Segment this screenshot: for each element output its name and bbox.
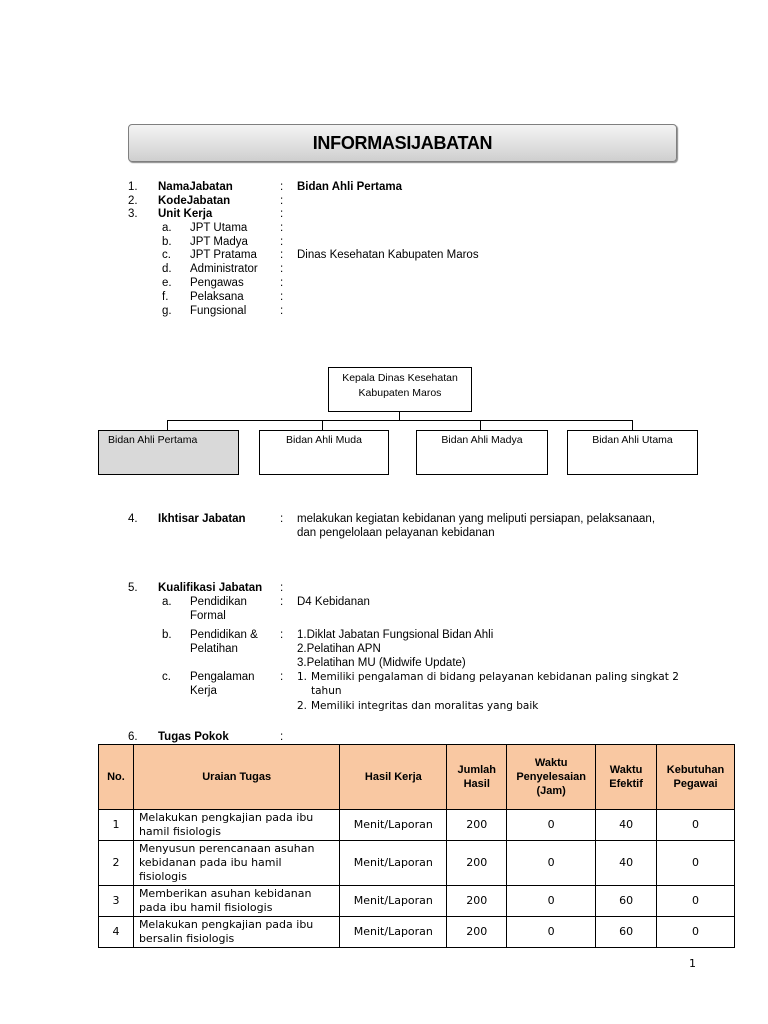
item-number: 2. — [128, 195, 138, 207]
field-label: KodeJabatan — [158, 195, 231, 207]
cell-kebutuhan: 0 — [657, 810, 735, 841]
cell-uraian: Memberikan asuhan kebidanan pada ibu hamil fisiologis — [133, 886, 339, 917]
colon: : — [280, 277, 284, 289]
table-row — [99, 917, 735, 948]
training-item: 2.Pelatihan APN — [297, 643, 381, 655]
field-label: Kualifikasi Jabatan — [158, 582, 263, 594]
item-number: 1. — [128, 181, 138, 193]
colon: : — [280, 195, 284, 207]
colon: : — [280, 236, 284, 248]
field-label: NamaJabatan — [158, 181, 233, 193]
sub-letter: g. — [162, 305, 172, 317]
summary-line: dan pengelolaan pelayanan kebidanan — [297, 527, 495, 539]
cell-waktu: 0 — [507, 841, 596, 886]
experience-item: Memiliki integritas dan moralitas yang baik — [311, 700, 539, 712]
sub-label: Pelatihan — [190, 643, 238, 655]
experience-number: 1. — [297, 671, 308, 683]
training-item: 3.Pelatihan MU (Midwife Update) — [297, 657, 466, 669]
cell-uraian: Menyusun perencanaan asuhan kebidanan pada ibu hamil fisiologis — [133, 841, 339, 886]
sub-letter: c. — [162, 249, 171, 261]
header-jumlah: Jumlah Hasil — [447, 745, 507, 810]
colon: : — [280, 222, 284, 234]
sub-label: Pelaksana — [190, 291, 244, 303]
colon: : — [280, 596, 284, 608]
org-box-bidan-ahli-muda: Bidan Ahli Muda — [259, 430, 389, 475]
summary-line: melakukan kegiatan kebidanan yang meliputi persiapan, pelaksanaan, — [297, 513, 656, 525]
sub-letter: a. — [162, 222, 172, 234]
cell-jumlah: 200 — [447, 841, 507, 886]
cell-uraian: Melakukan pengkajian pada ibu bersalin fisiologis — [133, 917, 339, 948]
field-value: Bidan Ahli Pertama — [297, 181, 403, 193]
sub-label: JPT Utama — [190, 222, 248, 234]
sub-letter: d. — [162, 263, 172, 275]
header-kebutuhan: Kebutuhan Pegawai — [657, 745, 735, 810]
sub-label: JPT Pratama — [190, 249, 257, 261]
sub-label: Pengalaman — [190, 671, 255, 683]
org-head-line2: Kabupaten Maros — [358, 387, 442, 399]
cell-uraian: Melakukan pengkajian pada ibu hamil fisiologis — [133, 810, 339, 841]
cell-hasil: Menit/Laporan — [340, 810, 447, 841]
colon: : — [280, 629, 284, 641]
cell-efektif: 40 — [596, 841, 657, 886]
sub-label: Formal — [190, 610, 226, 622]
experience-item: tahun — [311, 685, 342, 697]
colon: : — [280, 181, 284, 193]
sub-letter: c. — [162, 671, 171, 683]
header-uraian: Uraian Tugas — [133, 745, 339, 810]
page-number: 1 — [689, 957, 696, 970]
table-row — [99, 886, 735, 917]
item-number: 3. — [128, 208, 138, 220]
experience-number: 2. — [297, 700, 308, 712]
colon: : — [280, 582, 284, 594]
training-item: 1.Diklat Jabatan Fungsional Bidan Ahli — [297, 629, 494, 641]
sub-value: Dinas Kesehatan Kabupaten Maros — [297, 249, 479, 261]
cell-waktu: 0 — [507, 886, 596, 917]
colon: : — [280, 305, 284, 317]
cell-efektif: 60 — [596, 917, 657, 948]
cell-jumlah: 200 — [447, 886, 507, 917]
cell-efektif: 60 — [596, 886, 657, 917]
org-connector — [480, 420, 481, 430]
table-row — [99, 810, 735, 841]
cell-kebutuhan: 0 — [657, 841, 735, 886]
sub-letter: a. — [162, 596, 172, 608]
item-number: 4. — [128, 513, 138, 525]
experience-item: Memiliki pengalaman di bidang pelayanan kebidanan paling singkat 2 — [311, 671, 679, 683]
org-head-line1: Kepala Dinas Kesehatan — [342, 372, 458, 384]
cell-efektif: 40 — [596, 810, 657, 841]
document-title: INFORMASIJABATAN — [128, 124, 677, 162]
cell-kebutuhan: 0 — [657, 886, 735, 917]
item-number: 5. — [128, 582, 138, 594]
task-table — [98, 744, 735, 948]
header-no: No. — [99, 745, 134, 810]
cell-waktu: 0 — [507, 917, 596, 948]
cell-waktu: 0 — [507, 810, 596, 841]
cell-kebutuhan: 0 — [657, 917, 735, 948]
field-label: Tugas Pokok — [158, 731, 229, 743]
sub-label: Fungsional — [190, 305, 247, 317]
colon: : — [280, 513, 284, 525]
table-row — [99, 841, 735, 886]
header-efektif: Waktu Efektif — [596, 745, 657, 810]
sub-label: JPT Madya — [190, 236, 248, 248]
org-box-bidan-ahli-pertama: Bidan Ahli Pertama — [98, 430, 239, 475]
sub-label: Administrator — [190, 263, 258, 275]
colon: : — [280, 208, 284, 220]
org-connector — [322, 420, 323, 430]
cell-no: 4 — [99, 917, 134, 948]
colon: : — [280, 671, 284, 683]
org-connector — [167, 420, 632, 421]
colon: : — [280, 249, 284, 261]
cell-no: 2 — [99, 841, 134, 886]
org-connector — [399, 412, 400, 420]
sub-label: Kerja — [190, 685, 217, 697]
org-connector — [632, 420, 633, 430]
org-box-bidan-ahli-utama: Bidan Ahli Utama — [567, 430, 698, 475]
cell-jumlah: 200 — [447, 810, 507, 841]
org-connector — [167, 420, 168, 430]
sub-letter: e. — [162, 277, 172, 289]
sub-label: Pendidikan — [190, 596, 247, 608]
sub-letter: f. — [162, 291, 169, 303]
cell-jumlah: 200 — [447, 917, 507, 948]
colon: : — [280, 291, 284, 303]
sub-label: Pengawas — [190, 277, 244, 289]
org-head-box — [328, 367, 472, 412]
header-hasil: Hasil Kerja — [340, 745, 447, 810]
colon: : — [280, 263, 284, 275]
sub-label: Pendidikan & — [190, 629, 258, 641]
header-waktu: Waktu Penyelesaian (Jam) — [507, 745, 596, 810]
field-label: Unit Kerja — [158, 208, 213, 220]
table-header-row — [99, 745, 735, 810]
cell-hasil: Menit/Laporan — [340, 886, 447, 917]
cell-no: 1 — [99, 810, 134, 841]
item-number: 6. — [128, 731, 138, 743]
org-box-bidan-ahli-madya: Bidan Ahli Madya — [416, 430, 548, 475]
cell-no: 3 — [99, 886, 134, 917]
sub-value: D4 Kebidanan — [297, 596, 370, 608]
colon: : — [280, 731, 284, 743]
field-label: Ikhtisar Jabatan — [158, 513, 246, 525]
cell-hasil: Menit/Laporan — [340, 917, 447, 948]
cell-hasil: Menit/Laporan — [340, 841, 447, 886]
sub-letter: b. — [162, 236, 172, 248]
sub-letter: b. — [162, 629, 172, 641]
